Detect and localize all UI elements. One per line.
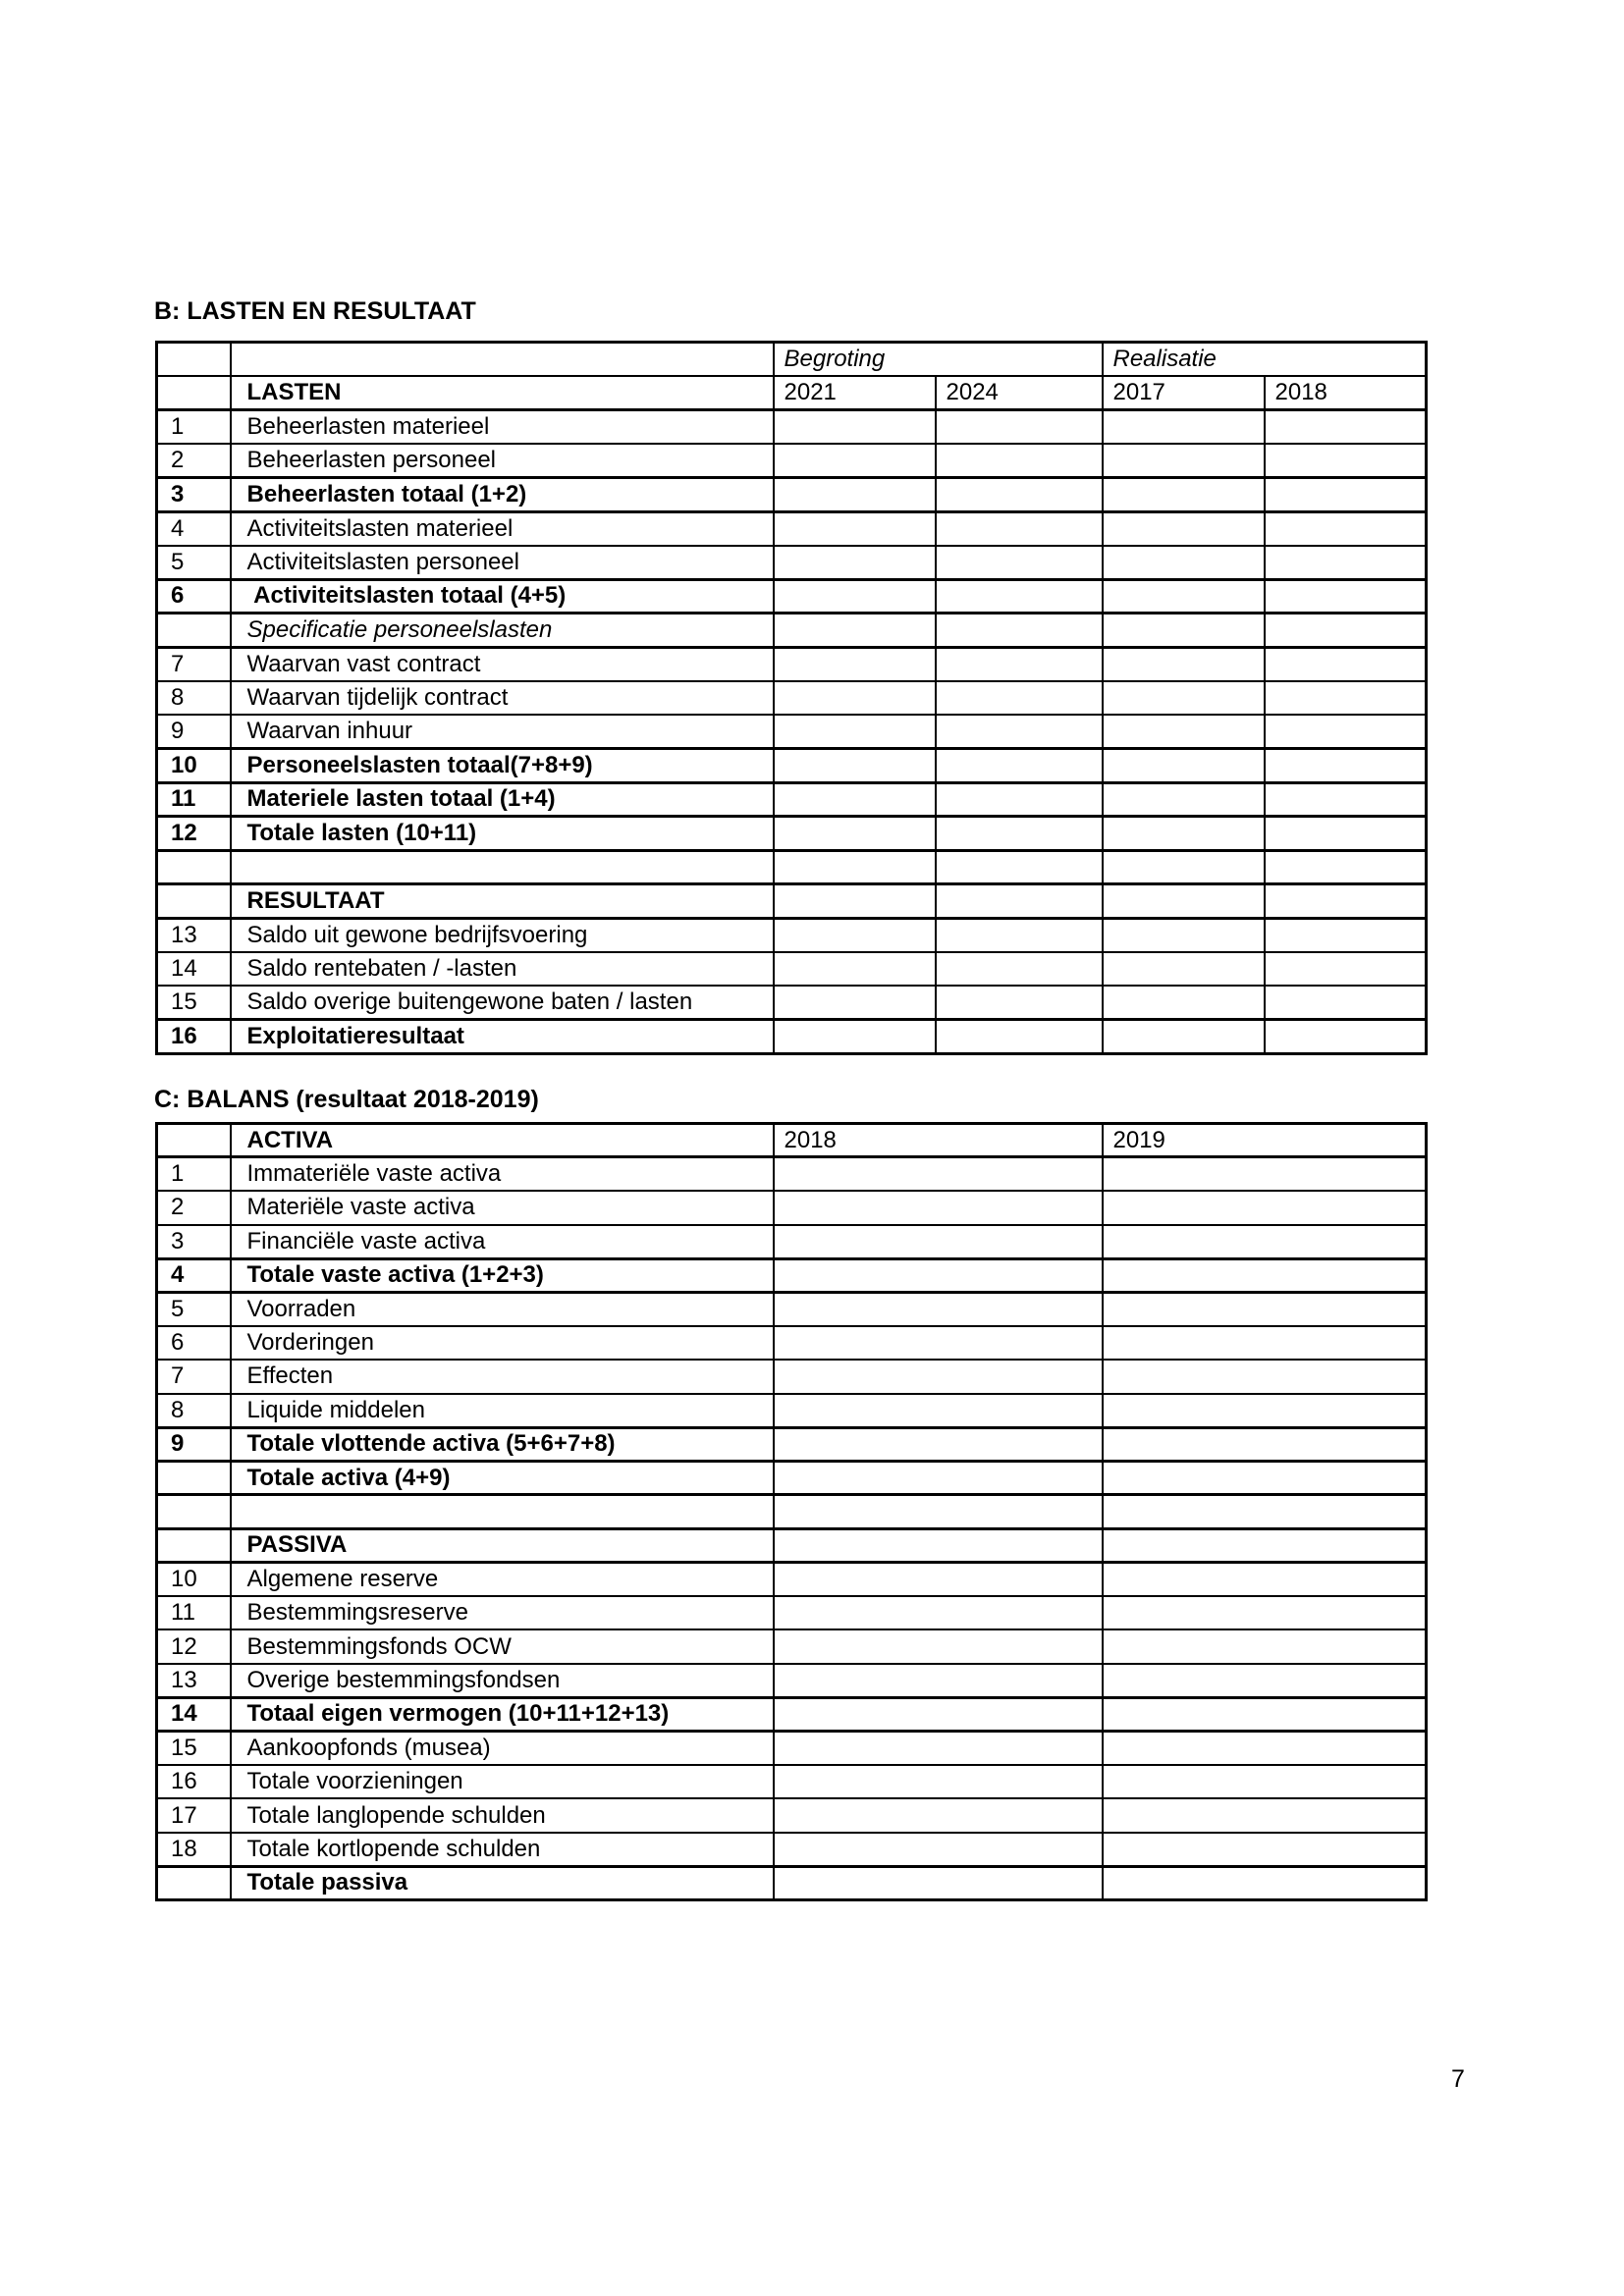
row-label-cell: Totale vlottende activa (5+6+7+8) — [231, 1427, 774, 1461]
row-number-cell: 1 — [157, 1157, 231, 1191]
year-header-cell: 2018 — [1265, 376, 1427, 410]
value-cell — [1103, 1697, 1427, 1731]
value-cell — [774, 1461, 1103, 1494]
group-header-row — [157, 343, 1427, 377]
row-number-cell: 5 — [157, 1292, 231, 1325]
row-number-cell: 13 — [157, 918, 231, 952]
value-cell — [936, 850, 1103, 884]
value-cell — [774, 817, 936, 851]
value-cell — [936, 986, 1103, 1020]
value-cell — [774, 1596, 1103, 1629]
table-row — [157, 1528, 1427, 1562]
value-cell — [774, 1020, 936, 1054]
value-cell — [1265, 681, 1427, 716]
value-cell — [774, 782, 936, 817]
row-number-cell — [157, 1461, 231, 1494]
row-number-cell: 16 — [157, 1020, 231, 1054]
table-row — [157, 1596, 1427, 1629]
row-label-cell: Saldo overige buitengewone baten / lasten — [231, 986, 774, 1020]
table-row — [157, 1225, 1427, 1258]
table-row — [157, 1563, 1427, 1596]
value-cell — [774, 478, 936, 512]
row-label-cell: Liquide middelen — [231, 1394, 774, 1427]
row-label-cell: Personeelslasten totaal(7+8+9) — [231, 749, 774, 783]
row-number-cell: 12 — [157, 1629, 231, 1663]
value-cell — [774, 1157, 1103, 1191]
value-cell — [774, 1225, 1103, 1258]
value-cell — [774, 681, 936, 716]
year-header-cell: 2017 — [1103, 376, 1265, 410]
value-cell — [1265, 884, 1427, 919]
table-row — [157, 444, 1427, 478]
row-label-cell: Beheerlasten totaal (1+2) — [231, 478, 774, 512]
value-cell — [936, 614, 1103, 648]
row-number-cell — [157, 1495, 231, 1528]
row-number-cell — [157, 1528, 231, 1562]
row-number-cell: 1 — [157, 410, 231, 445]
value-cell — [774, 410, 936, 445]
value-cell — [1265, 511, 1427, 546]
value-cell — [1103, 1394, 1427, 1427]
row-number-cell: 4 — [157, 511, 231, 546]
value-cell — [774, 918, 936, 952]
table-row — [157, 1629, 1427, 1663]
value-cell — [1265, 918, 1427, 952]
row-number-cell — [157, 376, 231, 410]
row-number-cell: 2 — [157, 1191, 231, 1224]
row-number-cell: 8 — [157, 1394, 231, 1427]
table-row — [157, 1495, 1427, 1528]
value-cell — [774, 1360, 1103, 1393]
row-label-cell: Activiteitslasten materieel — [231, 511, 774, 546]
value-cell — [1103, 1528, 1427, 1562]
row-label-cell: Algemene reserve — [231, 1563, 774, 1596]
value-cell — [936, 715, 1103, 749]
table-row — [157, 1697, 1427, 1731]
value-cell — [1103, 1495, 1427, 1528]
table-row — [157, 1664, 1427, 1697]
value-cell — [1265, 817, 1427, 851]
value-cell — [1103, 1292, 1427, 1325]
row-label-cell: Materiële vaste activa — [231, 1191, 774, 1224]
value-cell — [1103, 1866, 1427, 1899]
table-row — [157, 749, 1427, 783]
group-header-begroting: Begroting — [774, 343, 1103, 377]
year-header-cell: 2024 — [936, 376, 1103, 410]
row-label-cell: Totale vaste activa (1+2+3) — [231, 1258, 774, 1292]
row-number-cell: 9 — [157, 715, 231, 749]
value-cell — [774, 1629, 1103, 1663]
value-cell — [1265, 579, 1427, 614]
row-number-cell: 18 — [157, 1833, 231, 1866]
lasten-en-resultaat-table — [155, 341, 1428, 1055]
value-cell — [1103, 1833, 1427, 1866]
value-cell — [774, 1326, 1103, 1360]
year-header-cell: 2018 — [774, 1124, 1103, 1157]
value-cell — [936, 952, 1103, 987]
row-number-cell: 15 — [157, 1732, 231, 1765]
value-cell — [1103, 579, 1265, 614]
table-row — [157, 1866, 1427, 1899]
value-cell — [774, 850, 936, 884]
value-cell — [1265, 614, 1427, 648]
row-number-cell: 13 — [157, 1664, 231, 1697]
table-row — [157, 1326, 1427, 1360]
row-label-cell: Totale lasten (10+11) — [231, 817, 774, 851]
value-cell — [1103, 1596, 1427, 1629]
page-number: 7 — [1451, 2065, 1465, 2093]
row-label-cell: PASSIVA — [231, 1528, 774, 1562]
year-header-cell: 2019 — [1103, 1124, 1427, 1157]
table-row — [157, 410, 1427, 445]
row-label-cell: Totale kortlopende schulden — [231, 1833, 774, 1866]
value-cell — [1103, 1798, 1427, 1832]
row-number-cell: 7 — [157, 1360, 231, 1393]
value-cell — [1103, 1191, 1427, 1224]
value-cell — [774, 884, 936, 919]
row-number-cell — [157, 850, 231, 884]
value-cell — [1103, 749, 1265, 783]
value-cell — [774, 1833, 1103, 1866]
table-row — [157, 952, 1427, 987]
value-cell — [1265, 952, 1427, 987]
row-number-cell: 10 — [157, 749, 231, 783]
row-label-cell: Waarvan tijdelijk contract — [231, 681, 774, 716]
table-row — [157, 918, 1427, 952]
row-number-cell — [157, 1124, 231, 1157]
group-header-realisatie: Realisatie — [1103, 343, 1427, 377]
value-cell — [774, 511, 936, 546]
row-label-cell: Vorderingen — [231, 1326, 774, 1360]
value-cell — [936, 511, 1103, 546]
value-cell — [936, 817, 1103, 851]
value-cell — [774, 579, 936, 614]
value-cell — [1103, 1157, 1427, 1191]
row-number-cell: 6 — [157, 1326, 231, 1360]
value-cell — [1103, 1563, 1427, 1596]
row-label-cell: Totale voorzieningen — [231, 1765, 774, 1798]
value-cell — [936, 444, 1103, 478]
row-label-cell: Activiteitslasten personeel — [231, 546, 774, 580]
value-cell — [1103, 681, 1265, 716]
row-number-cell: 6 — [157, 579, 231, 614]
value-cell — [774, 1292, 1103, 1325]
value-cell — [936, 681, 1103, 716]
value-cell — [1103, 952, 1265, 987]
value-cell — [774, 1191, 1103, 1224]
row-number-cell: 3 — [157, 478, 231, 512]
value-cell — [936, 410, 1103, 445]
row-label-cell: RESULTAAT — [231, 884, 774, 919]
value-cell — [1103, 410, 1265, 445]
row-label-cell: Materiele lasten totaal (1+4) — [231, 782, 774, 817]
row-label-cell: Totale langlopende schulden — [231, 1798, 774, 1832]
row-label-cell: Saldo rentebaten / -lasten — [231, 952, 774, 987]
value-cell — [936, 579, 1103, 614]
value-cell — [1103, 1225, 1427, 1258]
value-cell — [936, 884, 1103, 919]
row-label-cell: Aankoopfonds (musea) — [231, 1732, 774, 1765]
row-label-cell — [231, 343, 774, 377]
row-label-cell: Beheerlasten personeel — [231, 444, 774, 478]
value-cell — [1103, 817, 1265, 851]
table-row — [157, 782, 1427, 817]
row-label-cell: Saldo uit gewone bedrijfsvoering — [231, 918, 774, 952]
value-cell — [1103, 1732, 1427, 1765]
row-label-cell: Bestemmingsreserve — [231, 1596, 774, 1629]
table-row — [157, 1798, 1427, 1832]
value-cell — [774, 1732, 1103, 1765]
table-row — [157, 1394, 1427, 1427]
table-row — [157, 1258, 1427, 1292]
table-row — [157, 817, 1427, 851]
year-header-cell: 2021 — [774, 376, 936, 410]
section-c-title: C: BALANS (resultaat 2018-2019) — [154, 1086, 539, 1113]
row-number-cell: 11 — [157, 1596, 231, 1629]
value-cell — [1103, 884, 1265, 919]
row-label-cell: Waarvan inhuur — [231, 715, 774, 749]
row-number-cell: 3 — [157, 1225, 231, 1258]
value-cell — [1103, 1629, 1427, 1663]
row-number-cell — [157, 884, 231, 919]
value-cell — [1103, 1765, 1427, 1798]
value-cell — [1265, 410, 1427, 445]
value-cell — [774, 749, 936, 783]
value-cell — [936, 647, 1103, 681]
row-label-cell: Totaal eigen vermogen (10+11+12+13) — [231, 1697, 774, 1731]
table-row — [157, 1833, 1427, 1866]
value-cell — [1103, 546, 1265, 580]
table-row — [157, 614, 1427, 648]
value-cell — [774, 952, 936, 987]
column-header-lasten: LASTEN — [231, 376, 774, 410]
row-number-cell: 12 — [157, 817, 231, 851]
value-cell — [1265, 1020, 1427, 1054]
row-number-cell: 10 — [157, 1563, 231, 1596]
value-cell — [774, 614, 936, 648]
row-number-cell: 17 — [157, 1798, 231, 1832]
row-number-cell: 14 — [157, 1697, 231, 1731]
value-cell — [774, 1528, 1103, 1562]
table-row — [157, 1427, 1427, 1461]
table-row — [157, 681, 1427, 716]
value-cell — [1103, 715, 1265, 749]
value-cell — [1265, 478, 1427, 512]
value-cell — [1103, 1020, 1265, 1054]
row-number-cell: 9 — [157, 1427, 231, 1461]
value-cell — [1265, 986, 1427, 1020]
value-cell — [774, 1258, 1103, 1292]
balans-table — [155, 1122, 1428, 1901]
column-header-activa: ACTIVA — [231, 1124, 774, 1157]
value-cell — [1103, 1258, 1427, 1292]
table-row — [157, 647, 1427, 681]
section-b-title: B: LASTEN EN RESULTAAT — [154, 297, 476, 325]
value-cell — [774, 1866, 1103, 1899]
value-cell — [1103, 850, 1265, 884]
value-cell — [1103, 478, 1265, 512]
value-cell — [774, 1765, 1103, 1798]
value-cell — [1103, 986, 1265, 1020]
value-cell — [1103, 647, 1265, 681]
value-cell — [774, 647, 936, 681]
row-label-cell — [231, 850, 774, 884]
row-label-cell — [231, 1495, 774, 1528]
value-cell — [1103, 918, 1265, 952]
row-number-cell: 7 — [157, 647, 231, 681]
row-number-cell: 14 — [157, 952, 231, 987]
value-cell — [936, 918, 1103, 952]
row-label-cell: Financiële vaste activa — [231, 1225, 774, 1258]
row-label-cell: Effecten — [231, 1360, 774, 1393]
table-row — [157, 884, 1427, 919]
row-label-cell: Activiteitslasten totaal (4+5) — [231, 579, 774, 614]
row-number-cell: 15 — [157, 986, 231, 1020]
row-label-cell: Totale passiva — [231, 1866, 774, 1899]
row-label-cell: Specificatie personeelslasten — [231, 614, 774, 648]
table-row — [157, 1292, 1427, 1325]
value-cell — [1265, 749, 1427, 783]
value-cell — [774, 715, 936, 749]
row-label-cell: Voorraden — [231, 1292, 774, 1325]
column-header-row — [157, 376, 1427, 410]
row-number-cell: 2 — [157, 444, 231, 478]
table-row — [157, 1461, 1427, 1494]
row-label-cell: Immateriële vaste activa — [231, 1157, 774, 1191]
table-row — [157, 1765, 1427, 1798]
table-row — [157, 511, 1427, 546]
row-number-cell — [157, 1866, 231, 1899]
value-cell — [1265, 647, 1427, 681]
value-cell — [1265, 444, 1427, 478]
value-cell — [1265, 715, 1427, 749]
value-cell — [774, 444, 936, 478]
table-row — [157, 546, 1427, 580]
row-label-cell: Overige bestemmingsfondsen — [231, 1664, 774, 1697]
value-cell — [936, 1020, 1103, 1054]
row-number-cell: 11 — [157, 782, 231, 817]
value-cell — [774, 546, 936, 580]
value-cell — [1103, 511, 1265, 546]
column-header-row — [157, 1124, 1427, 1157]
row-number-cell: 8 — [157, 681, 231, 716]
row-label-cell: Bestemmingsfonds OCW — [231, 1629, 774, 1663]
row-number-cell — [157, 343, 231, 377]
value-cell — [1265, 782, 1427, 817]
value-cell — [1265, 850, 1427, 884]
table-row — [157, 1360, 1427, 1393]
row-number-cell: 5 — [157, 546, 231, 580]
value-cell — [1265, 546, 1427, 580]
value-cell — [1103, 444, 1265, 478]
table-row — [157, 986, 1427, 1020]
row-label-cell: Beheerlasten materieel — [231, 410, 774, 445]
value-cell — [1103, 1461, 1427, 1494]
value-cell — [774, 1427, 1103, 1461]
value-cell — [1103, 1326, 1427, 1360]
value-cell — [936, 749, 1103, 783]
value-cell — [774, 1495, 1103, 1528]
row-number-cell — [157, 614, 231, 648]
row-label-cell: Exploitatieresultaat — [231, 1020, 774, 1054]
table-row — [157, 715, 1427, 749]
value-cell — [1103, 782, 1265, 817]
value-cell — [936, 782, 1103, 817]
value-cell — [1103, 1360, 1427, 1393]
table-row — [157, 478, 1427, 512]
row-number-cell: 16 — [157, 1765, 231, 1798]
value-cell — [774, 1563, 1103, 1596]
row-number-cell: 4 — [157, 1258, 231, 1292]
value-cell — [774, 1394, 1103, 1427]
value-cell — [774, 1798, 1103, 1832]
table-row — [157, 1191, 1427, 1224]
value-cell — [774, 1697, 1103, 1731]
table-row — [157, 579, 1427, 614]
row-label-cell: Waarvan vast contract — [231, 647, 774, 681]
value-cell — [774, 1664, 1103, 1697]
value-cell — [774, 986, 936, 1020]
value-cell — [1103, 614, 1265, 648]
table-row — [157, 1157, 1427, 1191]
value-cell — [936, 478, 1103, 512]
row-label-cell: Totale activa (4+9) — [231, 1461, 774, 1494]
value-cell — [936, 546, 1103, 580]
table-row — [157, 850, 1427, 884]
value-cell — [1103, 1427, 1427, 1461]
value-cell — [1103, 1664, 1427, 1697]
table-row — [157, 1732, 1427, 1765]
table-row — [157, 1020, 1427, 1054]
